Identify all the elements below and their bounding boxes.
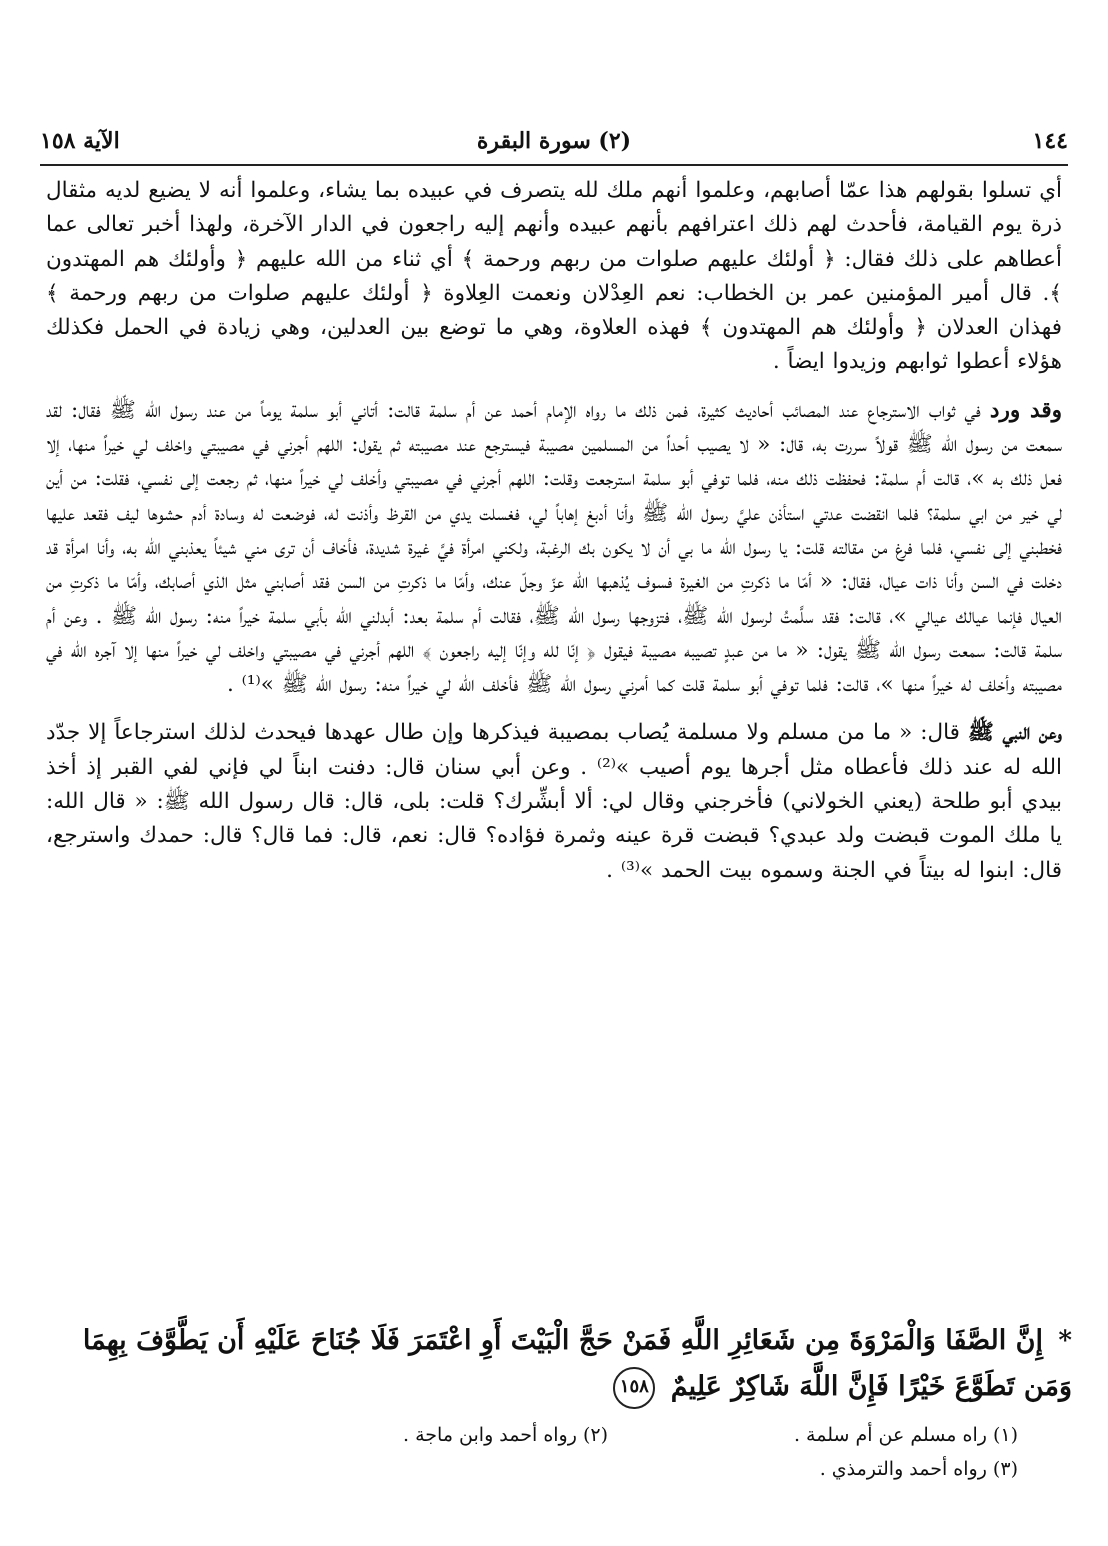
paragraph-2-lead: وقد ورد xyxy=(989,397,1062,423)
header-rule xyxy=(40,164,1068,166)
page-header xyxy=(40,128,1068,162)
paragraph-1 xyxy=(46,174,1062,380)
footnote-3: (٣) رواه أحمد والترمذي . xyxy=(819,1458,1018,1480)
paragraph-1-text: أي تسلوا بقولهم هذا عمّا أصابهم، وعلموا أنهم ملك لله يتصرف في عبيده بما يشاء، وعلموا أنه لا يضيع لديه مثقال ذرة يوم القيامة، فأحدث لهم ذلك اعترافهم بأنهم عبيده وأنهم إليه راجعون في الدار الآخرة، ولهذا أخبر تعالى عما أعطاهم على ذلك فقال: ﴿ أولئك عليهم صلوات من ربهم ورحمة ﴾ أي ثناء من الله عليهم ﴿ وأولئك هم المهتدون ﴾. قال أمير المؤمنين عمر بن الخطاب: نعم العِدْلان ونعمت العِلاوة ﴿ أولئك عليهم صلوات من ربهم ورحمة ﴾ فهذان العدلان ﴿ وأولئك هم المهتدون ﴾ فهذه العلاوة، وهي ما توضع بين العدلين، وهي زيادة في الحمل فكذلك هؤلاء أعطوا ثوابهم وزيدوا ايضاً . xyxy=(46,178,1062,375)
paragraph-3 xyxy=(46,716,1062,887)
footnote-row xyxy=(150,1452,1018,1486)
verse-marker: * xyxy=(1058,1326,1072,1356)
footnote-row xyxy=(150,1418,1018,1452)
verse-number-badge: ١٥٨ xyxy=(613,1367,655,1409)
verse-label: الآية ١٥٨ xyxy=(40,128,120,154)
surah-title: (٢) سورة البقرة xyxy=(476,128,632,154)
commentary-body xyxy=(46,174,1062,888)
footnote-1: (١) راه مسلم عن أم سلمة . xyxy=(793,1424,1018,1446)
paragraph-gap xyxy=(46,702,1062,716)
paragraph-2 xyxy=(46,394,1062,703)
paragraph-gap xyxy=(46,380,1062,394)
footnote-2: (٢) رواه أحمد وابن ماجة . xyxy=(403,1424,608,1446)
paragraph-3-text: قال: « ما من مسلم ولا مسلمة يُصاب بمصيبة فيذكرها وإن طال عهدها فيحدث لذلك استرجاعاً إلا جدّد الله له عند ذلك فأعطاه مثل أجرها يوم أصيب »⁽²⁾ . وعن أبي سنان قال: دفنت ابناً لي فإني لفي القبر إذ أخذ بيدي أبو طلحة (يعني الخولاني) فأخرجني وقال لي: ألا أبشِّرك؟ قلت: بلى، قال: قال رسول الله ﷺ: « قال الله: يا ملك الموت قبضت ولد عبدي؟ قبضت قرة عينه وثمرة فؤاده؟ قال: نعم، قال: فما قال؟ قال: حمدك واسترجع، قال: ابنوا له بيتاً في الجنة وسموه بيت الحمد »⁽³⁾ . xyxy=(46,720,1062,883)
verse-text-line xyxy=(36,1318,1072,1410)
page-number: ١٤٤ xyxy=(1032,128,1068,154)
footnotes xyxy=(150,1418,1018,1486)
quran-verse xyxy=(36,1318,1072,1410)
paragraph-2-text: في ثواب الاسترجاع عند المصائب أحاديث كثيرة، فمن ذلك ما رواه الإمام أحمد عن أم سلمة قالت: أتاني أبو سلمة يوماً من عند رسول الله ﷺ فقال: لقد سمعت من رسول الله ﷺ قولاً سررت به، قال: « لا يصيب أحداً من المسلمين مصيبة فيسترجع عند مصيبته ثم يقول: اللهم أجرني في مصيبتي واخلف لي خيراً منها، إلا فعل ذلك به »، قالت أم سلمة: فحفظت ذلك منه، فلما توفي أبو سلمة استرجعت وقلت: اللهم أجرني في مصيبتي وأخلف لي خيراً منها، ثم رجعت إلى نفسي، فقلت: من أين لي خير من ابي سلمة؟ فلما انقضت عدتي استأذن عليَّ رسول الله ﷺ وأنا أدبغ إهاباً لي، فغسلت يدي من القرظ وأذنت له، فوضعت له وسادة أدم حشوها ليف فقعد عليها فخطبني إلى نفسي، فلما فرغ من مقالته قلت: يا رسول الله ما بي أن لا يكون بك الرغبة، ولكني امرأة فيَّ غيرة شديدة، فأخاف أن ترى مني شيئاً يعذبني الله به، وأنا امرأة قد دخلت في السن وأنا ذات عيال، فقال: « أمّا ما ذكرتِ من الغيرة فسوف يُذهبها الله عزّ وجلّ عنك، وأمّا ما ذكرتِ من السن فقد أصابني مثل الذي أصابك، وأمّا ما ذكرتِ من العيال فإنما عيالك عيالي »، قالت: فقد سلَّمتُ لرسول الله ﷺ، فتزوجها رسول الله ﷺ، فقالت أم سلمة بعد: أبدلني الله بأبي سلمة خيراً منه: رسول الله ﷺ . وعن أم سلمة قالت: سمعت رسول الله ﷺ يقول: « ما من عبدٍ تصيبه مصيبة فيقول ﴿ إنّا لله وإنّا إليه راجعون ﴾ اللهم أجرني في مصيبتي واخلف لي خيراً منها إلا آجره الله في مصيبته وأخلف له خيراً منها »، قالت: فلما توفي أبو سلمة قلت كما أمرني رسول الله ﷺ فأخلف الله لي خيراً منه: رسول الله ﷺ »⁽¹⁾ . xyxy=(46,397,1062,698)
verse-text: إِنَّ الصَّفَا وَالْمَرْوَةَ مِن شَعَائِرِ اللَّهِ فَمَنْ حَجَّ الْبَيْتَ أَوِ اعْتَمَرَ فَلَا جُنَاحَ عَلَيْهِ أَن يَطَّوَّفَ بِهِمَا وَمَن تَطَوَّعَ خَيْرًا فَإِنَّ اللَّهَ شَاكِرٌ عَلِيمٌ xyxy=(82,1325,1072,1402)
paragraph-3-lead: وعن النبي ﷺ xyxy=(967,720,1062,746)
